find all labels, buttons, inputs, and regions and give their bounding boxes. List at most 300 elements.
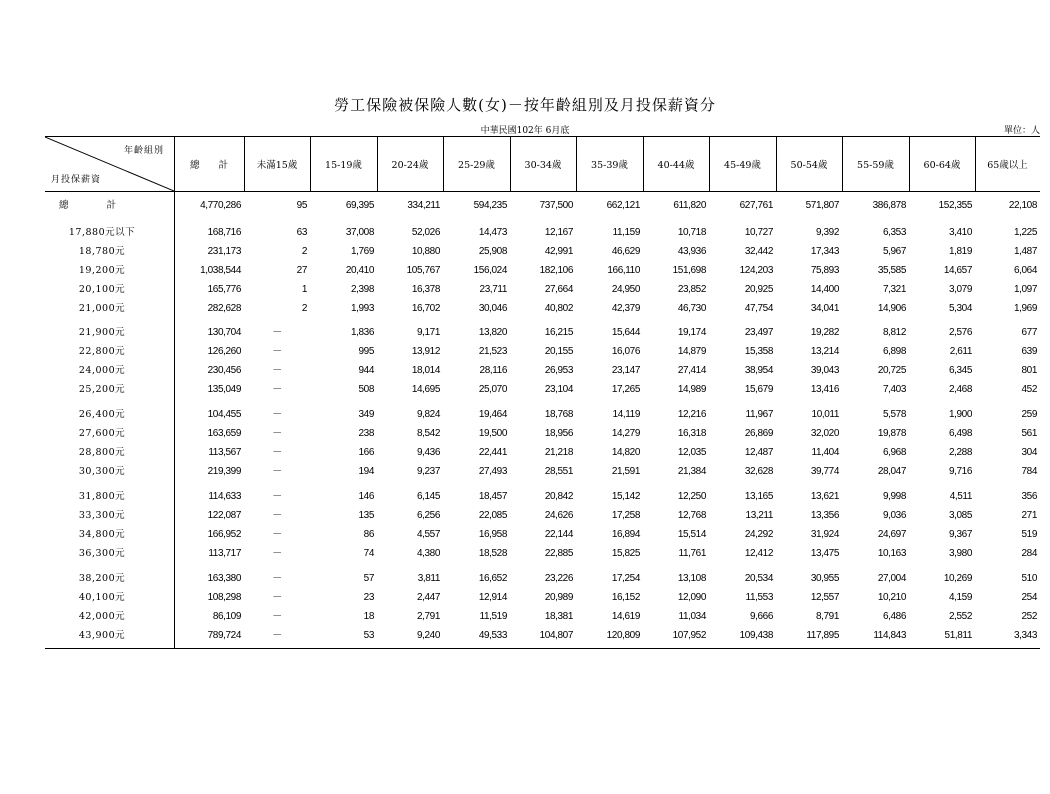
row-label: 26,400元 [78, 409, 126, 420]
table-row [45, 380, 1040, 399]
cell-value: 17,343 [810, 246, 839, 257]
row-label: 33,300元 [78, 510, 126, 521]
row-label: 24,000元 [78, 365, 126, 376]
cell-value: 37,008 [345, 227, 374, 238]
cell-value: 16,958 [478, 529, 507, 540]
cell-value: 120,809 [606, 630, 640, 641]
cell-value: 23,226 [544, 573, 573, 584]
cell-value: 135,049 [207, 384, 241, 395]
cell-value: 9,666 [749, 611, 773, 622]
table-row [45, 544, 1040, 563]
cell-value: 166,952 [207, 529, 241, 540]
cell-value: 12,557 [810, 592, 839, 603]
cell-value: 32,020 [810, 428, 839, 439]
cell-value: 14,619 [611, 611, 640, 622]
cell-value: 86 [363, 529, 374, 540]
column-header: 35-39歲 [576, 137, 644, 191]
cell-value: 17,265 [611, 384, 640, 395]
column-header: 60-64歲 [909, 137, 976, 191]
table-row [45, 323, 1040, 342]
table-row [45, 443, 1040, 462]
column-header: 40-44歲 [643, 137, 710, 191]
cell-value: 238 [358, 428, 374, 439]
cell-value: 25,908 [478, 246, 507, 257]
cell-value: 4,557 [416, 529, 440, 540]
cell-value: 24,950 [611, 284, 640, 295]
cell-value: 15,825 [611, 548, 640, 559]
column-header: 總 計 [174, 137, 245, 191]
cell-value: 254 [1021, 592, 1037, 603]
cell-value: 252 [1021, 611, 1037, 622]
cell-value: 5,578 [882, 409, 906, 420]
cell-value: 639 [1021, 346, 1037, 357]
row-label: 34,800元 [78, 529, 126, 540]
header-corner [45, 137, 175, 191]
table-row [45, 361, 1040, 380]
cell-value: 2,468 [948, 384, 972, 395]
cell-value: 13,214 [810, 346, 839, 357]
report-period: 中華民國102年 6月底 [480, 126, 570, 136]
column-header: 15-19歲 [310, 137, 378, 191]
table-row [45, 280, 1040, 299]
cell-value: 26,869 [744, 428, 773, 439]
cell-value: 114,633 [208, 491, 241, 502]
cell-value: 18,528 [478, 548, 507, 559]
cell-value: 21,523 [478, 346, 507, 357]
cell-value: 1,836 [350, 327, 374, 338]
cell-value: 63 [296, 227, 307, 238]
cell-value: 662,121 [606, 200, 640, 211]
cell-value: 14,400 [810, 284, 839, 295]
row-label: 31,800元 [78, 491, 126, 502]
cell-value: 124,203 [739, 265, 773, 276]
cell-value: 3,085 [948, 510, 972, 521]
cell-value: 22,108 [1008, 200, 1037, 211]
cell-value: 18 [363, 611, 374, 622]
cell-value: 219,399 [207, 466, 241, 477]
cell-value: 6,353 [882, 227, 906, 238]
row-label: 20,100元 [78, 284, 126, 295]
cell-value: 12,768 [677, 510, 706, 521]
cell-value: 11,967 [745, 409, 773, 420]
cell-value: 13,165 [744, 491, 773, 502]
cell-value: 4,159 [948, 592, 972, 603]
cell-value: 9,436 [416, 447, 440, 458]
cell-value: 1,097 [1013, 284, 1037, 295]
cell-value: 156,024 [473, 265, 507, 276]
cell-value: 4,511 [949, 491, 972, 502]
column-header: 50-54歲 [776, 137, 843, 191]
cell-value: 122,087 [207, 510, 241, 521]
cell-value: 9,716 [948, 466, 972, 477]
cell-value: 1,225 [1013, 227, 1037, 238]
cell-value: 182,106 [539, 265, 573, 276]
cell-value: 2,791 [416, 611, 440, 622]
cell-value: 15,679 [744, 384, 773, 395]
cell-value: 9,240 [416, 630, 440, 641]
cell-value: 11,159 [612, 227, 640, 238]
cell-value: 6,498 [948, 428, 972, 439]
cell-value: 12,216 [677, 409, 706, 420]
cell-value: 1,769 [350, 246, 374, 257]
cell-value: 24,626 [544, 510, 573, 521]
cell-value: 2,398 [350, 284, 374, 295]
column-header: 45-49歲 [709, 137, 777, 191]
cell-value: 784 [1021, 466, 1037, 477]
cell-value: 4,380 [416, 548, 440, 559]
table-row [45, 261, 1040, 280]
cell-value: 6,345 [948, 365, 972, 376]
cell-value: 2,447 [416, 592, 440, 603]
corner-label-age-group: 年齡組別 [123, 146, 164, 156]
cell-value: 23 [363, 592, 374, 603]
cell-value: 168,716 [207, 227, 241, 238]
cell-value: 163,380 [207, 573, 241, 584]
cell-value: 12,412 [744, 548, 773, 559]
cell-value: 31,924 [810, 529, 839, 540]
cell-value: 16,652 [478, 573, 507, 584]
cell-value: 510 [1021, 573, 1037, 584]
cell-value: 452 [1021, 384, 1037, 395]
corner-label-salary: 月投保薪資 [51, 175, 102, 185]
cell-value: 14,657 [943, 265, 972, 276]
cell-value: 13,356 [810, 510, 839, 521]
cell-value: 13,108 [677, 573, 706, 584]
cell-value: 944 [358, 365, 374, 376]
cell-value: 152,355 [938, 200, 972, 211]
row-label: 38,200元 [78, 573, 126, 584]
cell-value: 51,811 [944, 630, 972, 641]
cell-value: 28,116 [479, 365, 507, 376]
cell-value: 109,438 [739, 630, 773, 641]
cell-value: 271 [1021, 510, 1037, 521]
cell-value: 9,998 [882, 491, 906, 502]
cell-value: 23,497 [744, 327, 773, 338]
cell-value: 20,725 [877, 365, 906, 376]
cell-value: － [272, 630, 282, 641]
cell-value: 2,611 [949, 346, 972, 357]
row-label: 18,780元 [78, 246, 126, 257]
cell-value: 43,936 [677, 246, 706, 257]
cell-value: 23,852 [677, 284, 706, 295]
cell-value: 126,260 [207, 346, 241, 357]
cell-value: 104,455 [207, 409, 241, 420]
table-row [45, 525, 1040, 544]
cell-value: 6,486 [882, 611, 906, 622]
row-label: 27,600元 [78, 428, 126, 439]
cell-value: 16,152 [611, 592, 640, 603]
cell-value: 12,250 [677, 491, 706, 502]
table-row [45, 588, 1040, 607]
cell-value: － [272, 327, 282, 338]
cell-value: 23,147 [611, 365, 640, 376]
cell-value: 95 [296, 200, 307, 211]
cell-value: 13,416 [810, 384, 839, 395]
table-body [45, 192, 1040, 649]
cell-value: 194 [358, 466, 374, 477]
cell-value: 3,811 [417, 573, 440, 584]
cell-value: 10,718 [677, 227, 706, 238]
cell-value: 5,967 [882, 246, 906, 257]
cell-value: 13,621 [810, 491, 839, 502]
column-header: 20-24歲 [377, 137, 444, 191]
cell-value: 166 [358, 447, 374, 458]
cell-value: 30,955 [810, 573, 839, 584]
cell-value: 130,704 [207, 327, 241, 338]
cell-value: 6,256 [416, 510, 440, 521]
cell-value: 40,802 [544, 303, 573, 314]
cell-value: 231,173 [207, 246, 241, 257]
cell-value: 6,968 [882, 447, 906, 458]
cell-value: 28,047 [877, 466, 906, 477]
row-label: 40,100元 [78, 592, 126, 603]
row-label: 36,300元 [78, 548, 126, 559]
cell-value: － [272, 409, 282, 420]
cell-value: 42,379 [611, 303, 640, 314]
cell-value: 1,993 [350, 303, 374, 314]
table-row [45, 626, 1040, 645]
cell-value: 15,142 [611, 491, 640, 502]
cell-value: 16,378 [411, 284, 440, 295]
cell-value: － [272, 365, 282, 376]
cell-value: 1,969 [1013, 303, 1037, 314]
cell-value: 13,912 [411, 346, 440, 357]
table-row [45, 299, 1040, 318]
table-row [45, 569, 1040, 588]
unit-label: 單位：人 [1003, 126, 1040, 136]
column-header: 25-29歲 [443, 137, 511, 191]
cell-value: － [272, 611, 282, 622]
cell-value: 19,878 [877, 428, 906, 439]
cell-value: 20,534 [744, 573, 773, 584]
cell-value: 14,879 [677, 346, 706, 357]
cell-value: 27,664 [544, 284, 573, 295]
cell-value: 25,070 [478, 384, 507, 395]
cell-value: 14,989 [677, 384, 706, 395]
table-row [45, 506, 1040, 525]
cell-value: 627,761 [739, 200, 773, 211]
cell-value: 11,553 [745, 592, 773, 603]
cell-value: 10,011 [811, 409, 839, 420]
cell-value: 18,956 [544, 428, 573, 439]
cell-value: 9,824 [416, 409, 440, 420]
cell-value: 165,776 [207, 284, 241, 295]
cell-value: 11,404 [811, 447, 839, 458]
cell-value: 12,914 [478, 592, 507, 603]
cell-value: 39,043 [810, 365, 839, 376]
cell-value: 53 [363, 630, 374, 641]
cell-value: 9,392 [815, 227, 839, 238]
cell-value: 16,076 [611, 346, 640, 357]
row-label: 28,800元 [78, 447, 126, 458]
table-header [45, 136, 1040, 192]
cell-value: 15,358 [744, 346, 773, 357]
cell-value: 75,893 [810, 265, 839, 276]
cell-value: 737,500 [539, 200, 573, 211]
column-header: 30-34歲 [510, 137, 577, 191]
cell-value: 5,304 [948, 303, 972, 314]
cell-value: 18,457 [478, 491, 507, 502]
table-row [45, 462, 1040, 481]
cell-value: 21,384 [677, 466, 706, 477]
cell-value: 117,895 [806, 630, 839, 641]
cell-value: 42,991 [544, 246, 573, 257]
cell-value: 27,414 [677, 365, 706, 376]
cell-value: 18,014 [411, 365, 440, 376]
cell-value: 1,487 [1013, 246, 1037, 257]
cell-value: 22,144 [544, 529, 573, 540]
cell-value: 20,155 [544, 346, 573, 357]
column-header: 55-59歲 [842, 137, 910, 191]
cell-value: 561 [1021, 428, 1037, 439]
cell-value: 995 [358, 346, 374, 357]
row-label: 總 計 [59, 200, 117, 211]
cell-value: 107,952 [672, 630, 706, 641]
cell-value: 18,381 [544, 611, 573, 622]
cell-value: 12,035 [677, 447, 706, 458]
cell-value: 2,576 [948, 327, 972, 338]
cell-value: 16,702 [411, 303, 440, 314]
cell-value: 30,046 [478, 303, 507, 314]
cell-value: － [272, 529, 282, 540]
cell-value: 69,395 [345, 200, 374, 211]
cell-value: 32,628 [744, 466, 773, 477]
cell-value: 35,585 [877, 265, 906, 276]
cell-value: － [272, 384, 282, 395]
table-row [45, 607, 1040, 626]
cell-value: 11,519 [479, 611, 507, 622]
cell-value: － [272, 510, 282, 521]
cell-value: － [272, 346, 282, 357]
cell-value: 801 [1021, 365, 1037, 376]
cell-value: 49,533 [478, 630, 507, 641]
row-label: 21,900元 [78, 327, 126, 338]
cell-value: 2,552 [948, 611, 972, 622]
cell-value: 23,104 [544, 384, 573, 395]
cell-value: 3,980 [948, 548, 972, 559]
cell-value: 11,034 [678, 611, 706, 622]
cell-value: 47,754 [744, 303, 773, 314]
cell-value: 16,318 [677, 428, 706, 439]
cell-value: － [272, 447, 282, 458]
cell-value: 3,343 [1013, 630, 1037, 641]
cell-value: 17,254 [611, 573, 640, 584]
cell-value: 26,953 [544, 365, 573, 376]
column-header: 未滿15歲 [244, 137, 311, 191]
cell-value: 20,842 [544, 491, 573, 502]
cell-value: 86,109 [212, 611, 241, 622]
cell-value: 16,894 [611, 529, 640, 540]
cell-value: － [272, 428, 282, 439]
cell-value: 146 [358, 491, 374, 502]
cell-value: 14,695 [411, 384, 440, 395]
cell-value: 27,004 [877, 573, 906, 584]
cell-value: 13,211 [745, 510, 773, 521]
table-row [45, 405, 1040, 424]
cell-value: 14,473 [478, 227, 507, 238]
cell-value: 9,036 [882, 510, 906, 521]
cell-value: 1 [301, 284, 307, 295]
total-row [45, 196, 1040, 215]
table-row [45, 242, 1040, 261]
cell-value: 6,145 [416, 491, 440, 502]
cell-value: 14,279 [611, 428, 640, 439]
cell-value: 151,698 [672, 265, 706, 276]
cell-value: 508 [358, 384, 374, 395]
cell-value: 22,085 [478, 510, 507, 521]
cell-value: 8,542 [416, 428, 440, 439]
cell-value: 789,724 [207, 630, 241, 641]
cell-value: 230,456 [207, 365, 241, 376]
cell-value: 20,925 [744, 284, 773, 295]
cell-value: 19,500 [478, 428, 507, 439]
cell-value: 21,218 [544, 447, 573, 458]
cell-value: 2 [301, 246, 307, 257]
table-row [45, 223, 1040, 242]
row-label: 17,880元以下 [68, 227, 136, 238]
cell-value: 17,258 [611, 510, 640, 521]
cell-value: 15,644 [611, 327, 640, 338]
cell-value: 27,493 [478, 466, 507, 477]
cell-value: 108,298 [207, 592, 241, 603]
cell-value: 21,591 [611, 466, 640, 477]
cell-value: 166,110 [607, 265, 640, 276]
cell-value: 163,659 [207, 428, 241, 439]
cell-value: 13,475 [810, 548, 839, 559]
cell-value: 10,269 [943, 573, 972, 584]
cell-value: 23,711 [479, 284, 507, 295]
cell-value: 18,768 [544, 409, 573, 420]
cell-value: 52,026 [411, 227, 440, 238]
cell-value: 386,878 [872, 200, 906, 211]
cell-value: 104,807 [539, 630, 573, 641]
cell-value: 6,898 [882, 346, 906, 357]
cell-value: 284 [1021, 548, 1037, 559]
cell-value: 12,487 [744, 447, 773, 458]
cell-value: 24,697 [877, 529, 906, 540]
row-label: 22,800元 [78, 346, 126, 357]
cell-value: 3,079 [948, 284, 972, 295]
cell-value: 7,403 [882, 384, 906, 395]
cell-value: 10,727 [744, 227, 773, 238]
cell-value: 19,174 [677, 327, 706, 338]
cell-value: 8,812 [882, 327, 906, 338]
cell-value: 2 [301, 303, 307, 314]
cell-value: 20,410 [345, 265, 374, 276]
row-label: 30,300元 [78, 466, 126, 477]
cell-value: 13,820 [478, 327, 507, 338]
cell-value: 9,171 [416, 327, 440, 338]
cell-value: 14,119 [612, 409, 640, 420]
row-label: 42,000元 [78, 611, 126, 622]
cell-value: 113,717 [208, 548, 241, 559]
cell-value: 34,041 [810, 303, 839, 314]
cell-value: 677 [1021, 327, 1037, 338]
cell-value: 611,820 [673, 200, 706, 211]
cell-value: 135 [358, 510, 374, 521]
cell-value: 19,464 [478, 409, 507, 420]
cell-value: 74 [363, 548, 374, 559]
cell-value: － [272, 573, 282, 584]
cell-value: 57 [363, 573, 374, 584]
cell-value: 22,885 [544, 548, 573, 559]
cell-value: 1,900 [948, 409, 972, 420]
row-label: 19,200元 [78, 265, 126, 276]
cell-value: 24,292 [744, 529, 773, 540]
cell-value: 259 [1021, 409, 1037, 420]
cell-value: 105,767 [406, 265, 440, 276]
cell-value: 32,442 [744, 246, 773, 257]
